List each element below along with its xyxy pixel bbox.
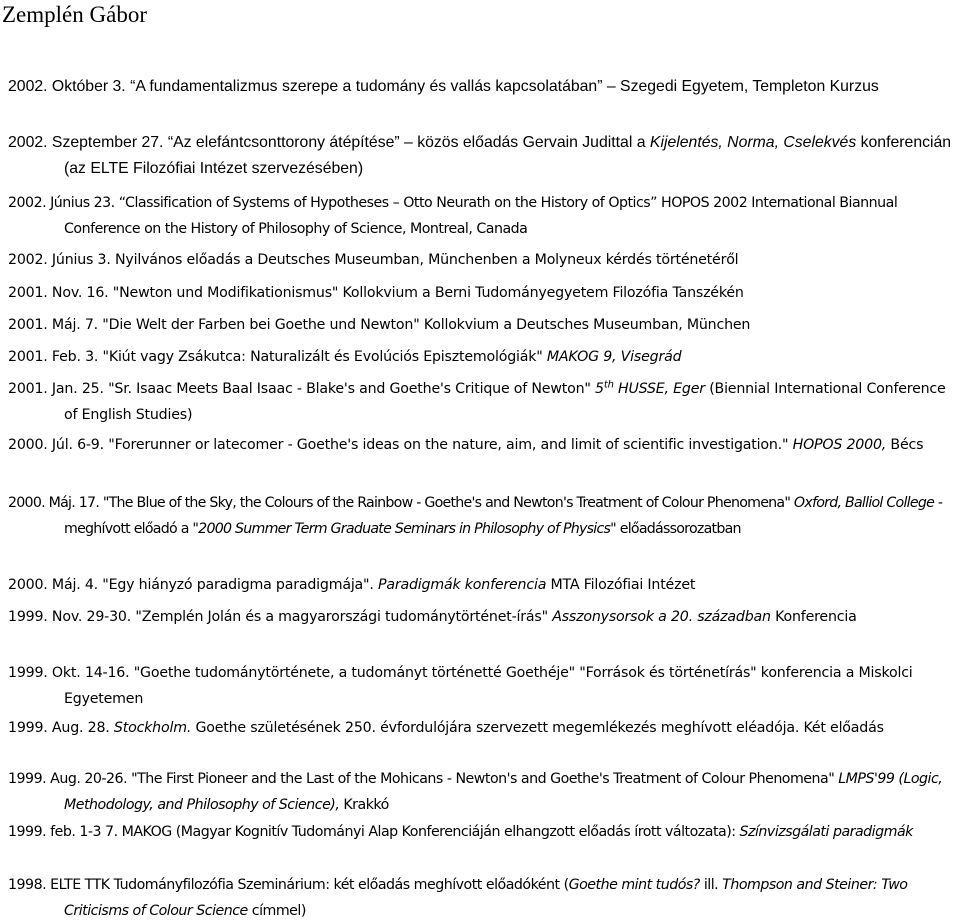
entry-text: 2001. Nov. 16. "Newton und Modifikationismus" Kollokvium a Berni Tudományegyetem Filozófia Tanszékén (8, 285, 744, 301)
entry-text: 2001. Feb. 3. "Kiút vagy Zsákutca: Naturalizált és Evolúciós Episztemológiák" (8, 349, 547, 365)
entry-text: Goethe születésének 250. évfordulójára szervezett megemlékezés meghívott eléadója. Két előadás (191, 720, 884, 736)
italic-text: Asszonysorsok a 20. században (552, 609, 771, 625)
list-item (8, 190, 958, 242)
list-item (8, 432, 958, 458)
entry-text: - meghívott előadó a (64, 495, 943, 537)
entry-text: 1999. Nov. 29-30. "Zemplén Jolán és a magyarországi tudománytörténet-írás" (8, 609, 553, 625)
entry-text: (Biennial International Conference of English Studies) (64, 381, 946, 423)
entry-text: 2000. Máj. 4. "Egy hiányzó paradigma paradigmája". (8, 577, 379, 593)
list-item (8, 715, 958, 741)
list-item (8, 490, 958, 542)
list-item (8, 819, 958, 845)
superscript-text: th (603, 379, 614, 391)
list-item (8, 660, 958, 712)
italic-text: 5 (595, 381, 604, 397)
entry-text: 2000. Júl. 6-9. "Forerunner or latecomer - Goethe's ideas on the nature, aim, and limit of scientific investigation." (8, 437, 793, 453)
list-item (8, 247, 958, 273)
list-item (8, 766, 958, 818)
list-item (8, 572, 958, 598)
list-item (8, 130, 958, 182)
italic-text: Stockholm. (113, 720, 192, 736)
italic-text: Thompson and Steiner: Two Criticisms of Colour Science (64, 877, 908, 919)
entry-text: 2002. Október 3. “A fundamentalizmus szerepe a tudomány és vallás kapcsolatában” – Szegedi Egyetem, Templeton Kurzus (8, 78, 879, 95)
list-item (8, 74, 958, 100)
entry-text: 2001. Jan. 25. "Sr. Isaac Meets Baal Isaac - Blake's and Goethe's Critique of Newton" (8, 381, 596, 397)
italic-text: MAKOG 9, Visegrád (546, 349, 682, 365)
entry-text: 2002. Június 3. Nyilvános előadás a Deutsches Museumban, Münchenben a Molyneux kérdés történetéről (8, 252, 739, 268)
entry-text: előadássorozatban (615, 521, 741, 537)
italic-text: Oxford, Balliol College (793, 495, 935, 511)
entry-text: 2002. Június 23. “Classification of Systems of Hypotheses – Otto Neurath on the History of Optics” HOPOS 2002 International Biannual Conference on the History of Philosophy of Science, Montreal, Canada (8, 195, 898, 237)
entry-text: Konferencia (770, 609, 857, 625)
italic-text: HOPOS 2000, (792, 437, 887, 453)
italic-text: "2000 Summer Term Graduate Seminars in Philosophy of Physics" (192, 521, 616, 537)
italic-text: HUSSE, Eger (613, 381, 705, 397)
entry-text: 2002. Szeptember 27. “Az elefántcsonttorony átépítése” – közös előadás Gervain Judittal a (8, 134, 650, 151)
entry-text: 1999. feb. 1-3 7. MAKOG (Magyar Kognitív Tudományi Alap Konferenciáján elhangzott előadás írott változata): (8, 824, 740, 840)
entry-text: címmel) (247, 903, 306, 919)
entry-text: 2001. Máj. 7. "Die Welt der Farben bei Goethe und Newton" Kollokvium a Deutsches Museumban, München (8, 317, 751, 333)
italic-text: Paradigmák konferencia (378, 577, 547, 593)
list-item (8, 872, 958, 924)
entry-text: Bécs (886, 437, 924, 453)
entry-text: konferencián (az ELTE Filozófiai Intézet szervezésében) (64, 134, 952, 177)
entry-text: 1999. Aug. 20-26. "The First Pioneer and the Last of the Mohicans - Newton's and Goethe's Treatment of Colour Phenomena" (8, 771, 839, 787)
entry-text: 2000. Máj. 17. "The Blue of the Sky, the Colours of the Rainbow - Goethe's and Newton's Treatment of Colour Phenomena" (8, 495, 794, 511)
italic-text: Színvizsgálati paradigmák (739, 824, 913, 840)
page-title: Zemplén Gábor (2, 2, 147, 27)
list-item (8, 604, 958, 630)
italic-text: Kijelentés, Norma, Cselekvés (649, 134, 857, 151)
entry-text: 1999. Okt. 14-16. "Goethe tudománytörténete, a tudományt történetté Goethéje" "Források és történetírás" konferencia a Miskolci Egyetemen (8, 665, 913, 707)
list-item (8, 280, 958, 306)
entry-text: ill. (699, 877, 723, 893)
list-item (8, 312, 958, 338)
entry-text: MTA Filozófiai Intézet (546, 577, 696, 593)
list-item (8, 376, 958, 428)
italic-text: LMPS'99 (Logic, Methodology, and Philosophy of Science), (64, 771, 943, 813)
entry-text: 1998. ELTE TTK Tudományfilozófia Szeminárium: két előadás meghívott előadóként ( (8, 877, 569, 893)
entry-text: 1999. Aug. 28. (8, 720, 114, 736)
italic-text: Goethe mint tudós? (568, 877, 700, 893)
entry-text: Krakkó (339, 797, 389, 813)
list-item (8, 344, 958, 370)
